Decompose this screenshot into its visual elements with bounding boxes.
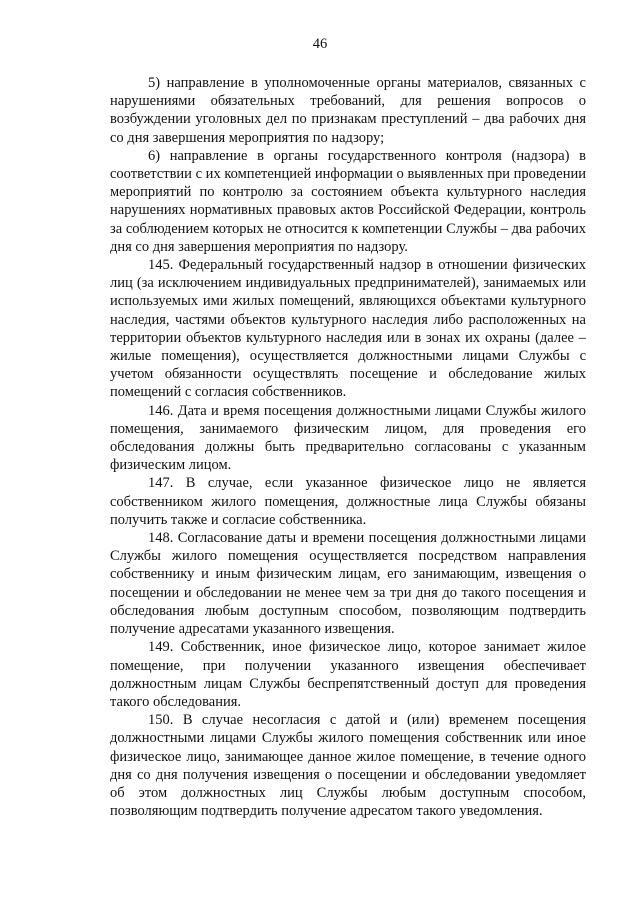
paragraph-149: 149. Собственник, иное физическое лицо, которое занимает жилое помещение, при получении указанного извещения обеспечивает должностным лицам Службы беспрепятственный доступ для проведения такого обследования.: [110, 639, 586, 710]
paragraph-item-6: 6) направление в органы государственного контроля (надзора) в соответствии с их компетенцией информации о выявленных при проведении мероприятий по контролю за состоянием объекта культурного наследия нарушениях нормативных правовых актов Российской Федерации, контроль за соблюдением которых не относится к компетенции Службы – два рабочих дня со дня завершения мероприятия по надзору.: [110, 147, 586, 255]
paragraph-146: 146. Дата и время посещения должностными лицами Службы жилого помещения, занимаемого физическим лицом, для проведения его обследования должны быть предварительно согласованы с указанным физическим лицом.: [110, 402, 586, 474]
paragraph-150: 150. В случае несогласия с датой и (или) временем посещения должностными лицами Службы жилого помещения собственник или иное физическое лицо, занимающее данное жилое помещение, в течение одного дня со дня получения извещения о посещении и обследовании уведомляет об этом должностных лиц Службы любым доступным способом, позволяющим подтвердить получение адресатом такого уведомления.: [110, 712, 586, 820]
page-number: 46: [312, 36, 328, 52]
paragraph-item-5: 5) направление в уполномоченные органы материалов, связанных с нарушениями обязательных требований, для решения вопросов о возбуждении уголовных дел по признакам преступлений – два рабочих дня со дня завершения мероприятия по надзору;: [110, 75, 586, 146]
paragraph-145: 145. Федеральный государственный надзор в отношении физических лиц (за исключением индивидуальных предпринимателей), занимаемых или используемых ими жилых помещений, являющихся объектами культурного наследия, частями объектов культурного наследия либо расположенных на территории объектов культурного наследия или в зонах их охраны (далее – жилые помещения), осуществляется должностными лицами Службы с учетом обязанности осуществлять посещение и обследование жилых помещений с согласия собственников.: [110, 257, 586, 401]
document-body: [110, 74, 586, 820]
paragraph-148: 148. Согласование даты и времени посещения должностными лицами Службы жилого помещения осуществляется посредством направления собственнику и иным физическим лицам, его занимающим, извещения о посещении и обследовании не менее чем за три дня до такого посещения и обследования любым доступным способом, позволяющим подтвердить получение адресатами указанного извещения.: [110, 530, 586, 638]
paragraph-147: 147. В случае, если указанное физическое лицо не является собственником жилого помещения, должностные лица Службы обязаны получить также и согласие собственника.: [110, 475, 586, 528]
